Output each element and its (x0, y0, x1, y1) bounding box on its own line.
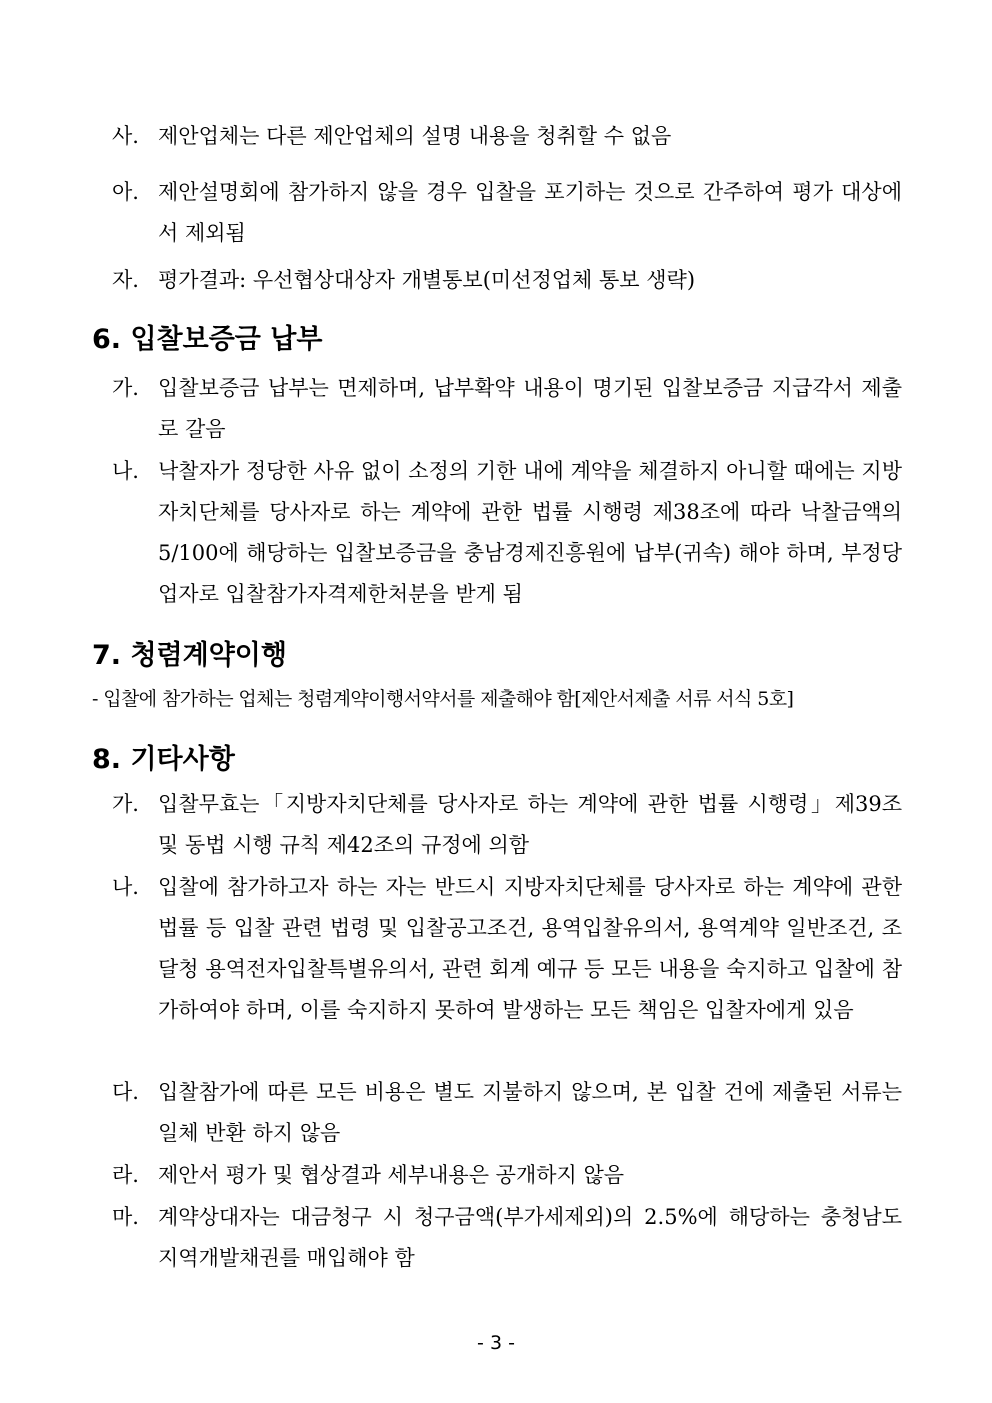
item-label: 가. (112, 792, 139, 816)
item-text: 제안서 평가 및 협상결과 세부내용은 공개하지 않음 (158, 1163, 625, 1187)
list-item (112, 451, 902, 615)
item-label: 자. (112, 268, 139, 292)
item-label: 라. (112, 1163, 139, 1187)
list-item (112, 1197, 902, 1279)
page-number: - 3 - (477, 1332, 515, 1354)
item-label: 나. (112, 875, 139, 899)
list-item (112, 368, 902, 450)
section-heading: 8. 기타사항 (92, 744, 235, 775)
dash-line: - 입찰에 참가하는 업체는 청렴계약이행서약서를 제출해야 함[제안서제출 서류 서식 5호] (92, 688, 794, 710)
list-item (112, 1155, 902, 1196)
item-text: 입찰참가에 따른 모든 비용은 별도 지불하지 않으며, 본 입찰 건에 제출된 서류는 일체 반환 하지 않음 (158, 1080, 902, 1145)
item-text: 입찰보증금 납부는 면제하며, 납부확약 내용이 명기된 입찰보증금 지급각서 제출로 갈음 (158, 376, 902, 441)
item-text: 낙찰자가 정당한 사유 없이 소정의 기한 내에 계약을 체결하지 아니할 때에는 지방자치단체를 당사자로 하는 계약에 관한 법률 시행령 제38조에 따라 낙찰금액의 5/100에 해당하는 입찰보증금을 충남경제진흥원에 납부(귀속) 해야 하며, 부정당업자로 입찰참가자격제한처분을 받게 됨 (158, 459, 902, 606)
item-text: 제안설명회에 참가하지 않을 경우 입찰을 포기하는 것으로 간주하여 평가 대상에서 제외됨 (158, 180, 902, 245)
list-item (112, 784, 902, 866)
list-item (112, 867, 902, 1031)
item-label: 나. (112, 459, 139, 483)
item-label: 가. (112, 376, 139, 400)
item-label: 다. (112, 1080, 139, 1104)
list-item (112, 172, 902, 254)
item-text: 입찰에 참가하고자 하는 자는 반드시 지방자치단체를 당사자로 하는 계약에 관한 법률 등 입찰 관련 법령 및 입찰공고조건, 용역입찰유의서, 용역계약 일반조건, 조달청 용역전자입찰특별유의서, 관련 회계 예규 등 모든 내용을 숙지하고 입찰에 참가하여야 하며, 이를 숙지하지 못하여 발생하는 모든 책임은 입찰자에게 있음 (158, 875, 902, 1022)
item-text: 계약상대자는 대금청구 시 청구금액(부가세제외)의 2.5%에 해당하는 충청남도 지역개발채권를 매입해야 함 (158, 1205, 902, 1270)
item-text: 평가결과: 우선협상대상자 개별통보(미선정업체 통보 생략) (158, 268, 696, 292)
item-text: 입찰무효는「지방자치단체를 당사자로 하는 계약에 관한 법률 시행령」제39조 및 동법 시행 규칙 제42조의 규정에 의함 (158, 792, 902, 857)
section-heading: 7. 청렴계약이행 (92, 640, 287, 671)
item-text: 제안업체는 다른 제안업체의 설명 내용을 청취할 수 없음 (158, 124, 672, 148)
item-label: 마. (112, 1205, 139, 1229)
item-label: 아. (112, 180, 139, 204)
list-item (112, 260, 902, 301)
section-heading: 6. 입찰보증금 납부 (92, 324, 323, 355)
list-item (112, 1072, 902, 1154)
item-label: 사. (112, 124, 139, 148)
list-item (112, 116, 902, 157)
